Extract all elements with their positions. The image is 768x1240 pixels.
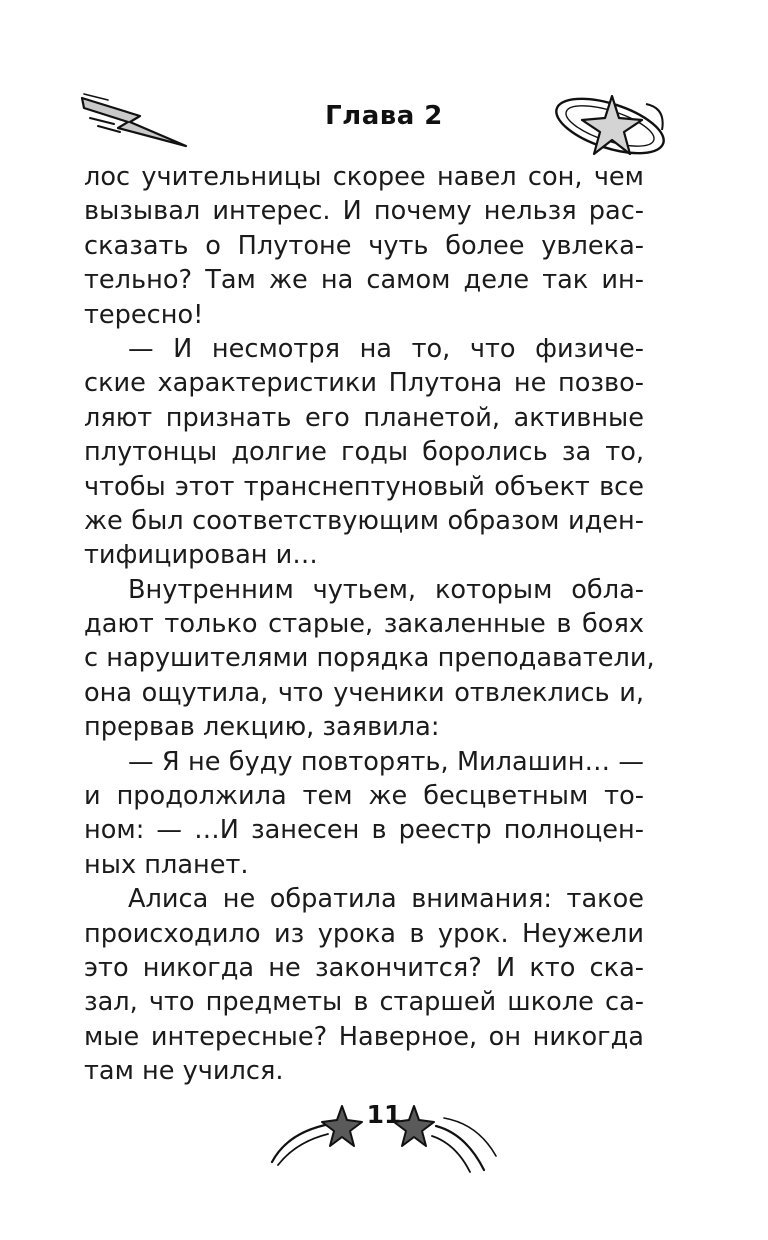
text-line: Внутренним чутьем, которым обла-: [128, 574, 644, 605]
text-line: ном: — …И занесен в реестр полноцен-: [84, 815, 644, 846]
text-line: сказать о Плутоне чуть более увлека-: [84, 230, 644, 261]
shooting-star-icon: [392, 1100, 500, 1174]
page-footer: [0, 1092, 768, 1172]
text-line: мые интересные? Наверное, он никогда: [84, 1021, 644, 1052]
text-line: — И несмотря на то, что физиче-: [128, 333, 644, 364]
chapter-title: Глава 2: [325, 101, 443, 131]
chapter-text: [84, 160, 655, 1089]
text-line: — Я не буду повторять, Милашин… —: [128, 746, 644, 777]
text-line: чтобы этот транснептуновый объект все: [84, 471, 644, 502]
text-line: прервав лекцию, заявила:: [84, 712, 440, 743]
text-line: это никогда не закончится? И кто ска-: [84, 952, 644, 983]
text-line: там не учился.: [84, 1056, 284, 1087]
text-line: лос учительницы скорее навел сон, чем: [84, 162, 644, 192]
text-line: тифицирован и…: [84, 540, 318, 571]
text-line: и продолжила тем же бесцветным то-: [84, 781, 644, 812]
text-line: тересно!: [84, 299, 204, 330]
text-line: тельно? Там же на самом деле так ин-: [84, 265, 644, 296]
text-line: ские характеристики Плутона не позво-: [84, 368, 644, 399]
text-line: с нарушителями порядка преподаватели,: [84, 643, 655, 674]
text-line: плутонцы долгие годы боролись за то,: [84, 437, 644, 468]
text-line: Алиса не обратила внимания: такое: [128, 884, 644, 915]
text-line: зал, что предметы в старшей школе са-: [84, 987, 644, 1018]
page-number: 11: [366, 1100, 402, 1129]
text-line: ных планет.: [84, 849, 249, 880]
text-line: происходило из урока в урок. Неужели: [84, 918, 644, 949]
text-line: ляют признать его планетой, активные: [84, 402, 644, 433]
text-line: вызывал интерес. И почему нельзя рас-: [84, 196, 644, 227]
text-line: она ощутила, что ученики отвлеклись и,: [84, 677, 644, 708]
text-line: дают только старые, закаленные в боях: [84, 609, 644, 640]
ringed-planet-star-icon: [550, 82, 672, 168]
text-line: же был соответствующим образом иден-: [84, 505, 644, 536]
